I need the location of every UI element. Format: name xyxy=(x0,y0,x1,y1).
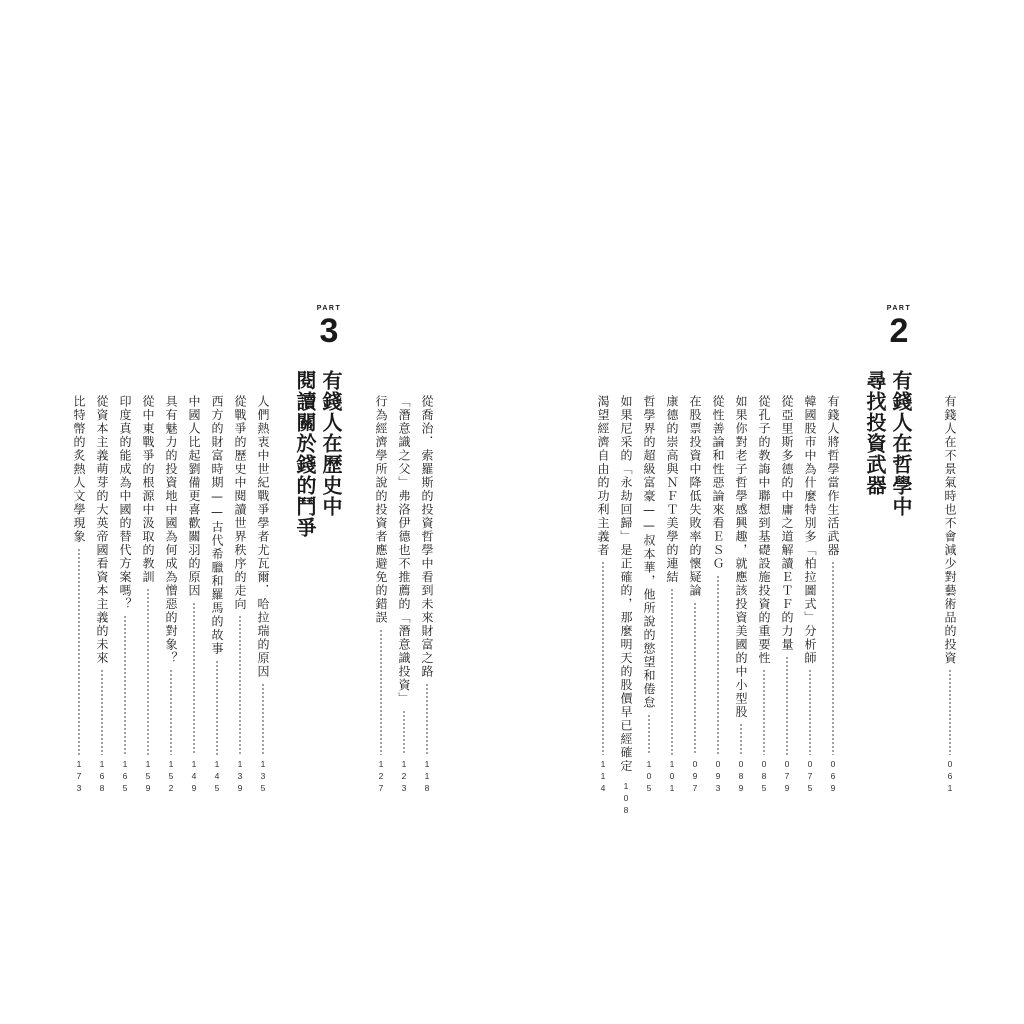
toc-entry[interactable] xyxy=(730,395,752,795)
part-2-header xyxy=(864,305,934,349)
toc-page-number: 114 xyxy=(598,759,608,795)
toc-entry[interactable] xyxy=(661,395,683,795)
dot-leader xyxy=(730,723,752,755)
dot-leader xyxy=(822,561,844,755)
dot-leader xyxy=(160,669,182,755)
section-title-line: 有錢人在哲學中 xyxy=(889,370,913,517)
toc-entry-title: 如果你對老子哲學感興趣，就應該投資美國的中小型股 xyxy=(734,395,748,719)
toc-entry-title: 渴望經濟自由的功利主義者 xyxy=(596,395,610,557)
toc-entry[interactable] xyxy=(592,395,614,795)
part-number: 3 xyxy=(319,312,339,350)
toc-page-number: 168 xyxy=(97,759,107,795)
part-label: PART xyxy=(886,305,912,312)
dot-leader xyxy=(684,602,706,756)
toc-entry-title: 從中東戰爭的根源中汲取的教訓 xyxy=(141,395,155,584)
dot-leader xyxy=(939,669,961,755)
toc-entry[interactable] xyxy=(684,395,706,795)
toc-entry-title: 中國人比起劉備更喜歡關羽的原因 xyxy=(187,395,201,598)
toc-entry-title: 西方的財富時期——古代希臘和羅馬的故事 xyxy=(210,395,224,656)
dot-leader xyxy=(707,575,729,756)
toc-entry-title: 康德的崇高與ＮＦＴ美學的連結 xyxy=(665,395,679,584)
toc-page-number: 069 xyxy=(828,759,838,795)
toc-entry[interactable] xyxy=(91,395,113,795)
toc-page-number: 089 xyxy=(736,759,746,795)
toc-entry-title: 印度真的能成為中國的替代方案嗎？ xyxy=(118,395,132,611)
dot-leader xyxy=(114,615,136,755)
toc-entry-title: 從資本主義萌芽的大英帝國看資本主義的未來 xyxy=(95,395,109,665)
toc-entry-title: 在股票投資中降低失敗率的懷疑論 xyxy=(688,395,702,598)
toc-entry-title: 「潛意識之父」弗洛伊德也不推薦的「潛意識投資」 xyxy=(397,395,411,706)
toc-entry-title: 比特幣的炙熱人文學現象 xyxy=(72,395,86,544)
toc-entry[interactable] xyxy=(822,395,844,795)
toc-entry-title: 行為經濟學所說的投資者應避免的錯誤 xyxy=(374,395,388,625)
toc-entry-title: 從戰爭的歷史中閱讀世界秩序的走向 xyxy=(233,395,247,611)
dot-leader xyxy=(183,602,205,756)
toc-entry[interactable] xyxy=(753,395,775,795)
toc-page-number: 165 xyxy=(120,759,130,795)
toc-entry[interactable] xyxy=(393,395,415,795)
toc-entry-title: 從性善論和性惡論來看ＥＳＧ xyxy=(711,395,725,571)
toc-entry[interactable] xyxy=(206,395,228,795)
toc-entry-title: 從孔子的教誨中聯想到基礎設施投資的重要性 xyxy=(757,395,771,665)
dot-leader xyxy=(252,683,274,756)
section-title xyxy=(292,370,344,538)
toc-entry[interactable] xyxy=(615,395,637,817)
toc-entry-title: 具有魅力的投資地中國為何成為憎惡的對象？ xyxy=(164,395,178,665)
section-title-line: 尋找投資武器 xyxy=(863,370,887,496)
toc-page-number: 075 xyxy=(805,759,815,795)
dot-leader xyxy=(393,710,415,756)
toc-page-number: 108 xyxy=(621,781,631,817)
dot-leader xyxy=(370,629,392,756)
dot-leader xyxy=(661,588,683,755)
section-title-line: 有錢人在歷史中 xyxy=(319,370,343,517)
toc-page-number: 118 xyxy=(422,759,432,795)
toc-entry[interactable] xyxy=(638,395,660,795)
dot-leader xyxy=(416,683,438,756)
toc-entry[interactable] xyxy=(707,395,729,795)
toc-entry-title: 人們熱衷中世紀戰爭學者尤瓦爾．哈拉瑞的原因 xyxy=(256,395,270,679)
toc-entry[interactable] xyxy=(68,395,90,795)
part-number: 2 xyxy=(889,312,909,350)
dot-leader xyxy=(206,660,228,756)
toc-entry[interactable] xyxy=(776,395,798,795)
toc-entry[interactable] xyxy=(252,395,274,795)
toc-page-number: 093 xyxy=(713,759,723,795)
toc-page-number: 085 xyxy=(759,759,769,795)
toc-entry[interactable] xyxy=(229,395,251,795)
toc-page-number: 135 xyxy=(258,759,268,795)
toc-page-number: 079 xyxy=(782,759,792,795)
toc-entry[interactable] xyxy=(370,395,392,795)
toc-page-number: 061 xyxy=(945,759,955,795)
toc-page-number: 152 xyxy=(166,759,176,795)
dot-leader xyxy=(137,588,159,755)
section-title-line: 閱讀關於錢的鬥爭 xyxy=(293,370,317,538)
toc-page-number: 101 xyxy=(667,759,677,795)
toc-entry-title: 有錢人將哲學當作生活武器 xyxy=(826,395,840,557)
dot-leader xyxy=(753,669,775,755)
toc-page-number: 123 xyxy=(399,759,409,795)
toc-entry[interactable] xyxy=(114,395,136,795)
toc-entry-title: 有錢人在不景氣時也不會減少對藝術品的投資 xyxy=(943,395,957,665)
toc-page-number: 159 xyxy=(143,759,153,795)
dot-leader xyxy=(229,615,251,755)
toc-entry[interactable] xyxy=(160,395,182,795)
dot-leader xyxy=(776,656,798,756)
section-title xyxy=(862,370,914,517)
toc-page-number: 127 xyxy=(376,759,386,795)
toc-entry[interactable] xyxy=(137,395,159,795)
toc-page-number: 149 xyxy=(189,759,199,795)
toc-entry-title: 哲學界的超級富豪——叔本華，他所說的慾望和倦怠 xyxy=(642,395,656,710)
toc-page-number: 105 xyxy=(644,759,654,795)
part-label: PART xyxy=(316,305,342,312)
toc-entry-title: 從喬治．索羅斯的投資哲學中看到未來財富之路 xyxy=(420,395,434,679)
dot-leader xyxy=(68,548,90,756)
toc-entry[interactable] xyxy=(183,395,205,795)
dot-leader xyxy=(638,714,660,756)
toc-entry[interactable] xyxy=(939,395,961,795)
dot-leader xyxy=(91,669,113,755)
dot-leader xyxy=(799,669,821,755)
right-page xyxy=(512,0,1024,1024)
dot-leader xyxy=(592,561,614,755)
toc-entry-title: 如果尼采的「永劫回歸」是正確的，那麼明天的股價早已經確定 xyxy=(619,395,633,773)
toc-entry[interactable] xyxy=(799,395,821,795)
toc-entry-title: 韓國股市中為什麼特別多「柏拉圖式」分析師 xyxy=(803,395,817,665)
part-3-header xyxy=(294,305,364,349)
toc-page-number: 173 xyxy=(74,759,84,795)
toc-entry[interactable] xyxy=(416,395,438,795)
toc-page-number: 145 xyxy=(212,759,222,795)
toc-page-number: 097 xyxy=(690,759,700,795)
toc-entry-title: 從亞里斯多德的中庸之道解讀ＥＴＦ的力量 xyxy=(780,395,794,652)
toc-page-number: 139 xyxy=(235,759,245,795)
